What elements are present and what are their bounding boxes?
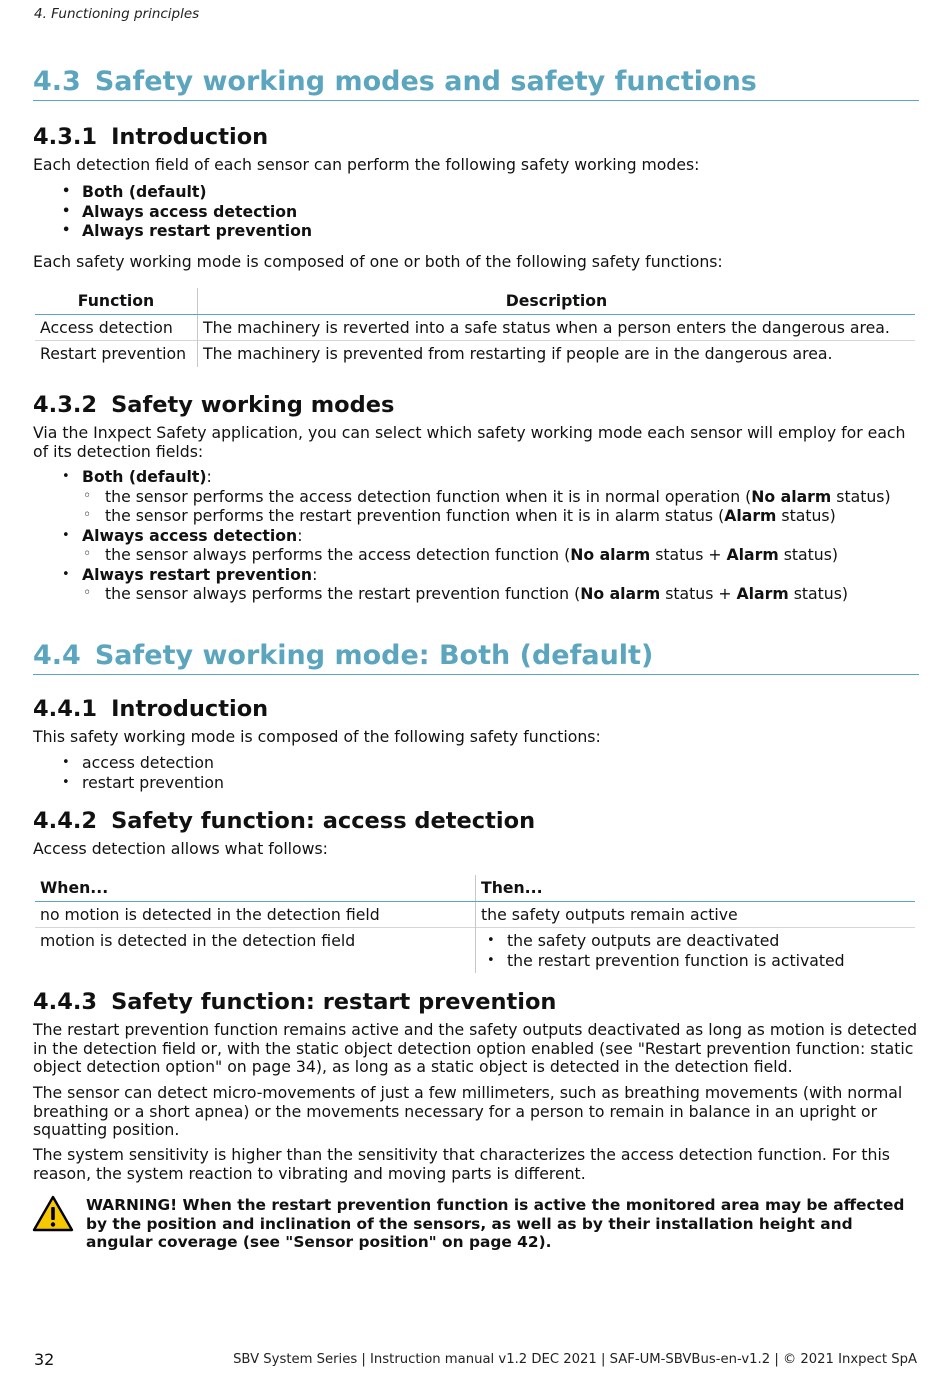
- functions-table: [35, 288, 915, 367]
- text: status +: [660, 584, 737, 603]
- paragraph: The system sensitivity is higher than the sensitivity that characterizes the access detection function. For this reason, the system reaction to vibrating and moving parts is different.: [33, 1145, 890, 1183]
- status-term: No alarm: [751, 486, 832, 506]
- running-head: 4. Functioning principles: [34, 6, 200, 22]
- sub-list-item: [60, 584, 891, 604]
- section-heading-4-3: [33, 66, 919, 101]
- table-row: [35, 901, 915, 928]
- section-title: Safety working modes and safety functions: [94, 66, 757, 97]
- list-item: • Both (default): [60, 182, 312, 202]
- paragraph: Each safety working mode is composed of one or both of the following safety functions:: [33, 252, 723, 271]
- subsection-heading-4-3-2: [33, 391, 394, 419]
- text: status): [776, 506, 836, 525]
- table-row: [35, 314, 915, 341]
- list-item: [60, 467, 891, 487]
- subsection-title: Introduction: [111, 696, 269, 722]
- table-row: [35, 341, 915, 367]
- text: status): [778, 545, 839, 564]
- status-term: No alarm: [580, 584, 661, 603]
- status-term: Alarm: [724, 506, 777, 525]
- list-item: • restart prevention: [60, 773, 224, 793]
- punctuation: :: [206, 467, 212, 486]
- subsection-title: Safety function: restart prevention: [111, 989, 557, 1015]
- modes-list: [60, 182, 312, 241]
- page-number: 32: [34, 1350, 55, 1369]
- subsection-number: 4.3.1: [33, 124, 98, 150]
- status-term: Alarm: [736, 584, 789, 603]
- warning-message: WARNING! When the restart prevention function is active the monitored area may be affected by the position and inclination of the sensors, as well as by their installation height and angular coverage (see "Sensor position" on page 42).: [86, 1196, 905, 1252]
- cell-list: [481, 931, 910, 970]
- section-title: Safety working mode: Both (default): [94, 640, 654, 671]
- text: the sensor performs the access detection function when it is in normal operation (: [105, 486, 752, 506]
- subsection-number: 4.3.2: [33, 392, 98, 418]
- punctuation: :: [297, 525, 303, 545]
- subsection-title: Introduction: [111, 124, 269, 150]
- paragraph: Each detection field of each sensor can perform the following safety working modes:: [33, 155, 700, 174]
- working-modes-list: [60, 467, 891, 604]
- table-cell: Restart prevention: [35, 341, 198, 367]
- sub-list-item: [60, 545, 891, 565]
- table-cell: the safety outputs remain active: [476, 901, 916, 928]
- text: the sensor performs the restart prevention function when it is in alarm status (: [105, 506, 725, 525]
- table-header-cell: Then...: [476, 875, 916, 901]
- list-item: • the safety outputs are deactivated: [481, 931, 910, 951]
- subsection-heading-4-4-1: [33, 695, 268, 723]
- footer-text: SBV System Series | Instruction manual v1.2 DEC 2021 | SAF-UM-SBVBus-en-v1.2 | © 2021 Inxpect SpA: [233, 1352, 917, 1367]
- paragraph: The restart prevention function remains active and the safety outputs deactivated as long as motion is detected in the detection field or, with the static object detection option enabled (see "Restart prevention function: static object detection option" on page 34), as long as a static object is detected in the detection field.: [33, 1020, 918, 1076]
- mode-name: Both (default): [82, 467, 207, 486]
- section-number: 4.3: [33, 66, 81, 97]
- text: the sensor always performs the restart prevention function (: [105, 584, 581, 603]
- paragraph: This safety working mode is composed of the following safety functions:: [33, 727, 601, 746]
- list-item: • Always restart prevention: [60, 221, 312, 241]
- table-header-cell: Description: [198, 288, 916, 314]
- subsection-number: 4.4.1: [33, 696, 98, 722]
- table-cell: The machinery is prevented from restarting if people are in the dangerous area.: [198, 341, 916, 367]
- subsection-number: 4.4.3: [33, 989, 98, 1015]
- section-heading-4-4: [33, 640, 919, 675]
- paragraph: Via the Inxpect Safety application, you can select which safety working mode each sensor will employ for each of its detection fields:: [33, 423, 906, 461]
- text: status +: [650, 545, 727, 564]
- subsection-heading-4-4-2: [33, 807, 535, 835]
- list-item: • Always access detection: [60, 202, 312, 222]
- table-cell: The machinery is reverted into a safe status when a person enters the dangerous area.: [198, 314, 916, 341]
- sub-list-item: [60, 506, 891, 526]
- list-item: • the restart prevention function is activated: [481, 951, 910, 971]
- paragraph: The sensor can detect micro-movements of just a few millimeters, such as breathing movements (with normal breathing or a short apnea) or the movements necessary for a person to remain in balance in an upright or squatting position.: [33, 1083, 903, 1139]
- table-header-row: [35, 288, 915, 314]
- subsection-heading-4-4-3: [33, 988, 556, 1016]
- text: status): [831, 486, 891, 506]
- table-row: [35, 928, 915, 974]
- table-header-cell: When...: [35, 875, 476, 901]
- status-term: Alarm: [726, 545, 779, 564]
- subsection-heading-4-3-1: [33, 123, 268, 151]
- table-cell: no motion is detected in the detection field: [40, 904, 380, 924]
- mode-name: Always restart prevention: [82, 564, 313, 584]
- status-term: No alarm: [570, 545, 651, 564]
- table-cell: Access detection: [40, 317, 173, 337]
- punctuation: :: [312, 564, 318, 584]
- table-cell: motion is detected in the detection field: [35, 928, 476, 974]
- warning-triangle-icon: [32, 1195, 74, 1233]
- section-number: 4.4: [33, 640, 81, 671]
- paragraph: Access detection allows what follows:: [33, 839, 328, 858]
- mode-name: Always access detection: [82, 525, 298, 545]
- access-detection-table: [35, 875, 915, 973]
- list-item: [60, 565, 891, 585]
- subsection-title: Safety function: access detection: [111, 808, 536, 834]
- table-header-cell: Function: [35, 288, 198, 314]
- text: the sensor always performs the access detection function (: [105, 545, 571, 564]
- subsection-title: Safety working modes: [111, 392, 395, 418]
- text: status): [788, 584, 849, 603]
- functions-list: [60, 753, 224, 792]
- list-item: [60, 526, 891, 546]
- subsection-number: 4.4.2: [33, 808, 98, 834]
- sub-list-item: [60, 487, 891, 507]
- table-cell: [476, 928, 916, 974]
- table-header-row: [35, 875, 915, 901]
- list-item: • access detection: [60, 753, 224, 773]
